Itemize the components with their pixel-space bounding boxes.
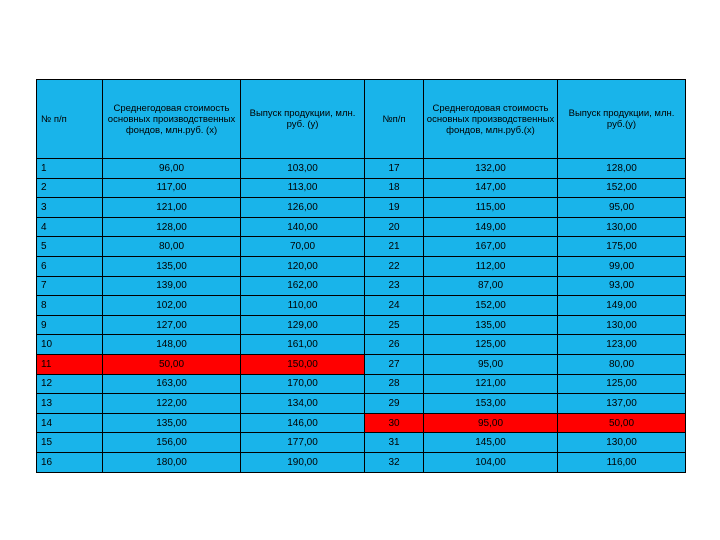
table-row: [37, 354, 686, 374]
header-num: № п/п: [37, 80, 103, 159]
row-output-2: 99,00: [558, 256, 686, 276]
row-output: 150,00: [241, 354, 365, 374]
row-number: 10: [37, 335, 103, 355]
table-row: [37, 256, 686, 276]
row-fixed-assets-2: 167,00: [424, 237, 558, 257]
row-number-2: 29: [365, 394, 424, 414]
header-row: [37, 80, 686, 159]
row-output: 162,00: [241, 276, 365, 296]
row-number: 11: [37, 354, 103, 374]
row-number-2: 22: [365, 256, 424, 276]
row-output: 103,00: [241, 159, 365, 179]
row-number: 15: [37, 433, 103, 453]
row-output: 177,00: [241, 433, 365, 453]
row-number-2: 28: [365, 374, 424, 394]
row-output-2: 93,00: [558, 276, 686, 296]
table-row: [37, 452, 686, 472]
row-output: 190,00: [241, 452, 365, 472]
row-number: 4: [37, 217, 103, 237]
row-output-2: 95,00: [558, 198, 686, 218]
row-fixed-assets: 163,00: [103, 374, 241, 394]
row-number-2: 23: [365, 276, 424, 296]
row-number: 6: [37, 256, 103, 276]
header-num-2: №п/п: [365, 80, 424, 159]
row-fixed-assets-2: 135,00: [424, 315, 558, 335]
row-output-2: 130,00: [558, 315, 686, 335]
row-output: 113,00: [241, 178, 365, 198]
row-fixed-assets: 96,00: [103, 159, 241, 179]
row-fixed-assets-2: 145,00: [424, 433, 558, 453]
table-row: [37, 276, 686, 296]
row-fixed-assets: 148,00: [103, 335, 241, 355]
row-number: 8: [37, 296, 103, 316]
table-row: [37, 159, 686, 179]
row-number-2: 27: [365, 354, 424, 374]
row-fixed-assets: 128,00: [103, 217, 241, 237]
row-fixed-assets: 156,00: [103, 433, 241, 453]
row-output-2: 128,00: [558, 159, 686, 179]
row-number: 7: [37, 276, 103, 296]
row-fixed-assets: 121,00: [103, 198, 241, 218]
row-fixed-assets: 127,00: [103, 315, 241, 335]
row-number-2: 20: [365, 217, 424, 237]
row-number: 3: [37, 198, 103, 218]
row-number-2: 18: [365, 178, 424, 198]
row-number: 14: [37, 413, 103, 433]
row-number-2: 31: [365, 433, 424, 453]
row-fixed-assets: 139,00: [103, 276, 241, 296]
row-output-2: 152,00: [558, 178, 686, 198]
row-fixed-assets: 180,00: [103, 452, 241, 472]
row-fixed-assets-2: 147,00: [424, 178, 558, 198]
row-fixed-assets-2: 132,00: [424, 159, 558, 179]
header-output: Выпуск продукции, млн. руб. (у): [241, 80, 365, 159]
row-number-2: 26: [365, 335, 424, 355]
row-output: 70,00: [241, 237, 365, 257]
row-number-2: 24: [365, 296, 424, 316]
table-row: [37, 413, 686, 433]
table-row: [37, 296, 686, 316]
row-output: 110,00: [241, 296, 365, 316]
row-number-2: 19: [365, 198, 424, 218]
row-fixed-assets-2: 149,00: [424, 217, 558, 237]
row-fixed-assets: 122,00: [103, 394, 241, 414]
row-number: 12: [37, 374, 103, 394]
row-fixed-assets: 102,00: [103, 296, 241, 316]
row-fixed-assets-2: 104,00: [424, 452, 558, 472]
row-output: 129,00: [241, 315, 365, 335]
row-output-2: 175,00: [558, 237, 686, 257]
row-fixed-assets-2: 152,00: [424, 296, 558, 316]
table-row: [37, 178, 686, 198]
row-output: 134,00: [241, 394, 365, 414]
row-output-2: 130,00: [558, 433, 686, 453]
row-fixed-assets-2: 112,00: [424, 256, 558, 276]
table-row: [37, 335, 686, 355]
row-output-2: 123,00: [558, 335, 686, 355]
row-output-2: 130,00: [558, 217, 686, 237]
row-number: 5: [37, 237, 103, 257]
row-fixed-assets-2: 95,00: [424, 354, 558, 374]
row-output-2: 125,00: [558, 374, 686, 394]
row-fixed-assets-2: 87,00: [424, 276, 558, 296]
row-output-2: 149,00: [558, 296, 686, 316]
row-output: 126,00: [241, 198, 365, 218]
row-number: 1: [37, 159, 103, 179]
data-table: [36, 79, 686, 473]
row-fixed-assets-2: 121,00: [424, 374, 558, 394]
table-row: [37, 198, 686, 218]
row-output: 120,00: [241, 256, 365, 276]
table-row: [37, 433, 686, 453]
row-output: 161,00: [241, 335, 365, 355]
table-row: [37, 374, 686, 394]
row-output-2: 116,00: [558, 452, 686, 472]
header-output-2: Выпуск продукции, млн. руб.(у): [558, 80, 686, 159]
row-output: 140,00: [241, 217, 365, 237]
row-number: 16: [37, 452, 103, 472]
table-row: [37, 237, 686, 257]
row-number-2: 17: [365, 159, 424, 179]
row-output: 146,00: [241, 413, 365, 433]
row-number: 9: [37, 315, 103, 335]
row-output-2: 50,00: [558, 413, 686, 433]
row-fixed-assets-2: 125,00: [424, 335, 558, 355]
row-fixed-assets: 80,00: [103, 237, 241, 257]
table-row: [37, 394, 686, 414]
table-row: [37, 315, 686, 335]
row-fixed-assets: 117,00: [103, 178, 241, 198]
row-output: 170,00: [241, 374, 365, 394]
row-number-2: 25: [365, 315, 424, 335]
row-number-2: 30: [365, 413, 424, 433]
row-fixed-assets-2: 95,00: [424, 413, 558, 433]
row-number: 13: [37, 394, 103, 414]
row-output-2: 137,00: [558, 394, 686, 414]
row-fixed-assets-2: 153,00: [424, 394, 558, 414]
header-fixed-assets: Среднегодовая стоимость основных производственных фондов, млн.руб. (х): [103, 80, 241, 159]
row-number: 2: [37, 178, 103, 198]
row-fixed-assets: 135,00: [103, 256, 241, 276]
row-number-2: 32: [365, 452, 424, 472]
row-output-2: 80,00: [558, 354, 686, 374]
table-row: [37, 217, 686, 237]
row-fixed-assets: 50,00: [103, 354, 241, 374]
header-fixed-assets-2: Среднегодовая стоимость основных производственных фондов, млн.руб.(х): [424, 80, 558, 159]
row-fixed-assets: 135,00: [103, 413, 241, 433]
row-number-2: 21: [365, 237, 424, 257]
row-fixed-assets-2: 115,00: [424, 198, 558, 218]
